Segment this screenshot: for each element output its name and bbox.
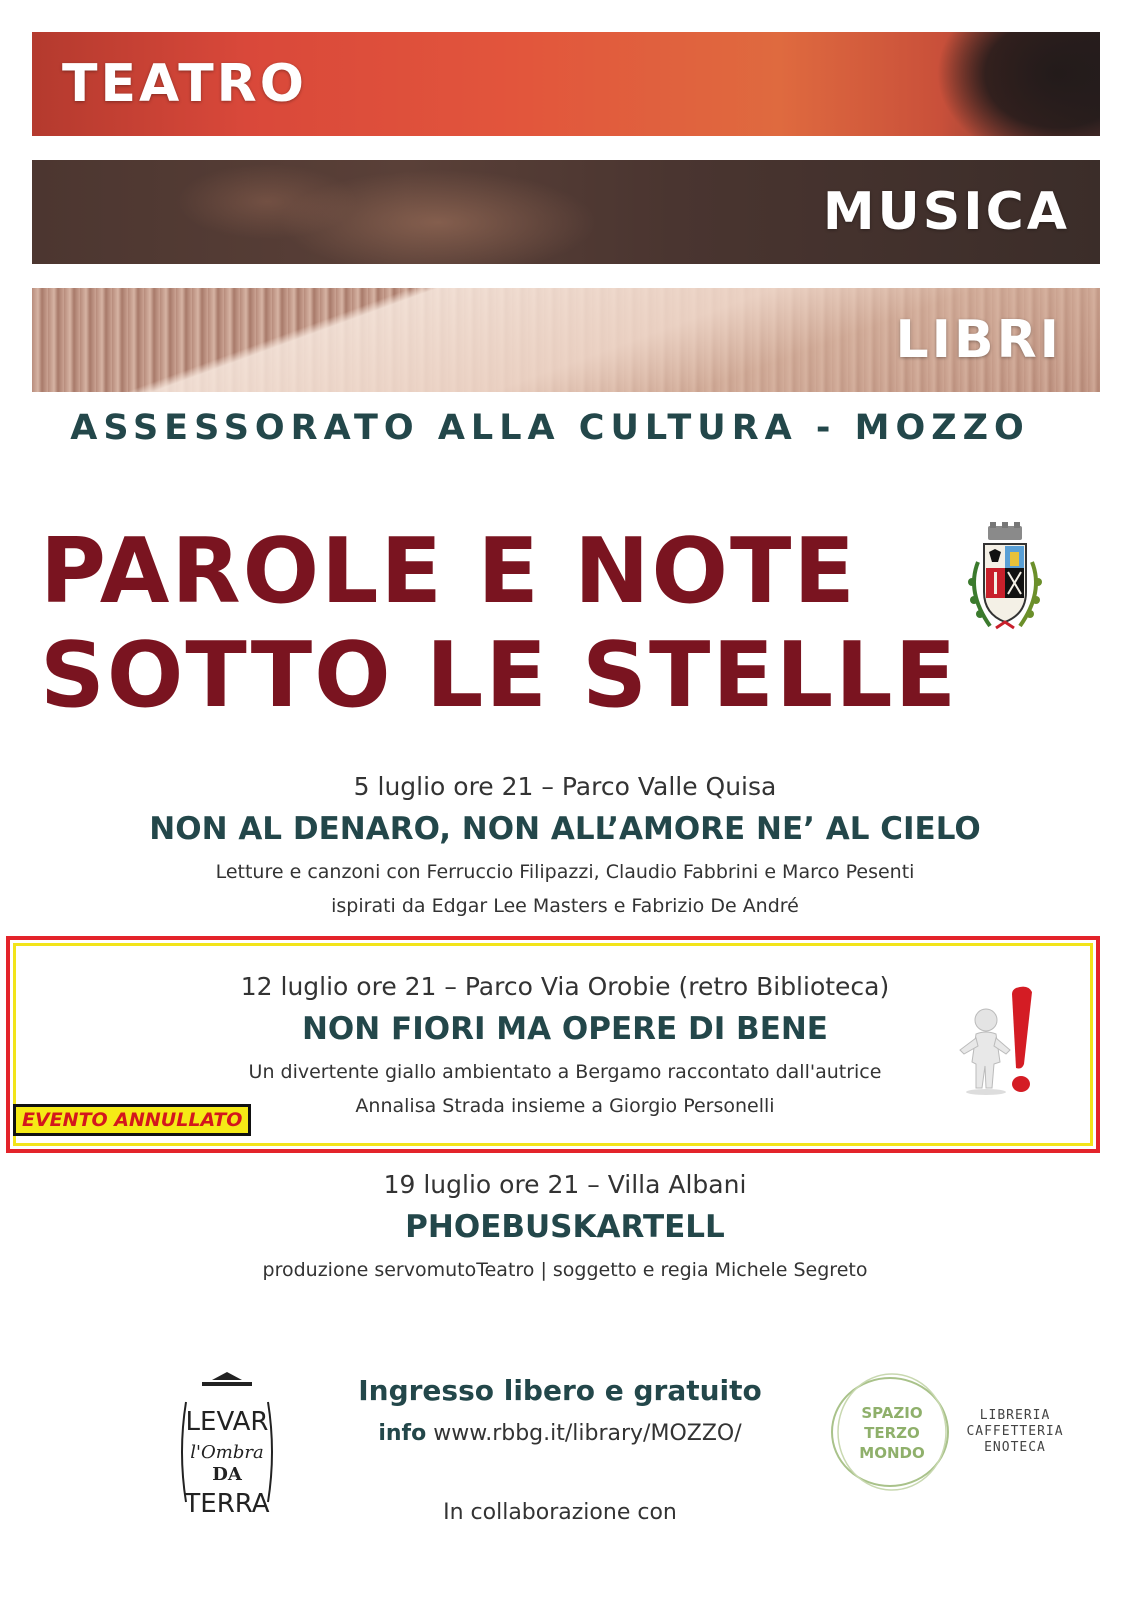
spazio-logo-word-1: SPAZIO — [861, 1404, 923, 1422]
info-line — [300, 1421, 820, 1446]
banner-teatro — [32, 32, 1100, 136]
footer-info — [300, 1374, 820, 1446]
spazio-logo-word-3: MONDO — [859, 1444, 925, 1462]
event-1-desc-line-1: Letture e canzoni con Ferruccio Filipazzi, Claudio Fabbrini e Marco Pesenti — [215, 861, 915, 883]
event-3-date: 19 luglio ore 21 – Villa Albani — [383, 1170, 747, 1199]
event-1-description — [0, 855, 1130, 923]
event-1-title: NON AL DENARO, NON ALL’AMORE NE’ AL CIELO — [149, 811, 981, 847]
event-2-date: 12 luglio ore 21 – Parco Via Orobie (retro Biblioteca) — [240, 972, 890, 1001]
subtitle: ASSESSORATO ALLA CULTURA - MOZZO — [70, 408, 1030, 448]
libreria-line-2: CAFFETTERIA — [966, 1424, 1064, 1439]
event-3 — [0, 1170, 1130, 1287]
info-label: info — [378, 1421, 427, 1446]
free-entry-text: Ingresso libero e gratuito — [358, 1374, 762, 1407]
banner-libri — [32, 288, 1100, 392]
page-title — [40, 520, 958, 728]
libreria-line-3: ENOTECA — [984, 1440, 1046, 1455]
banner-teatro-label: TEATRO — [62, 54, 307, 114]
event-1 — [0, 772, 1130, 923]
event-3-desc-line-1: produzione servomutoTeatro | soggetto e regia Michele Segreto — [262, 1259, 868, 1281]
collaboration-text: In collaborazione con — [443, 1500, 677, 1525]
event-1-date: 5 luglio ore 21 – Parco Valle Quisa — [353, 772, 777, 801]
banner-musica — [32, 160, 1100, 264]
event-2-desc-line-2: Annalisa Strada insieme a Giorgio Personelli — [355, 1095, 775, 1117]
coat-of-arms-icon — [960, 522, 1050, 644]
title-line-2: SOTTO LE STELLE — [40, 623, 959, 728]
event-2-desc-line-1: Un divertente giallo ambientato a Bergamo raccontato dall'autrice — [248, 1061, 882, 1083]
event-3-title: PHOEBUSKARTELL — [405, 1209, 725, 1245]
event-2-title: NON FIORI MA OPERE DI BENE — [301, 1011, 828, 1047]
spazio-terzo-mondo-logo — [826, 1372, 956, 1492]
levar-logo-word-2: l'Ombra — [190, 1442, 264, 1463]
info-url-link[interactable]: www.rbbg.it/library/MOZZO/ — [433, 1421, 742, 1446]
libreria-caffetteria-enoteca — [960, 1408, 1070, 1456]
title-line-1: PAROLE E NOTE — [40, 519, 857, 624]
levar-logo-word-4: TERRA — [184, 1489, 270, 1519]
event-3-description — [0, 1253, 1130, 1287]
warning-person-icon — [950, 980, 1070, 1100]
levar-logo — [172, 1372, 282, 1522]
banner-libri-label: LIBRI — [895, 310, 1062, 370]
levar-logo-word-3: DA — [212, 1464, 242, 1485]
event-1-desc-line-2: ispirati da Edgar Lee Masters e Fabrizio De André — [331, 895, 799, 917]
levar-logo-word-1: LEVAR — [185, 1407, 269, 1437]
cancelled-badge: EVENTO ANNULLATO — [13, 1104, 251, 1136]
banner-musica-label: MUSICA — [822, 182, 1070, 242]
spazio-logo-word-2: TERZO — [864, 1424, 920, 1442]
libreria-line-1: LIBRERIA — [979, 1408, 1051, 1423]
